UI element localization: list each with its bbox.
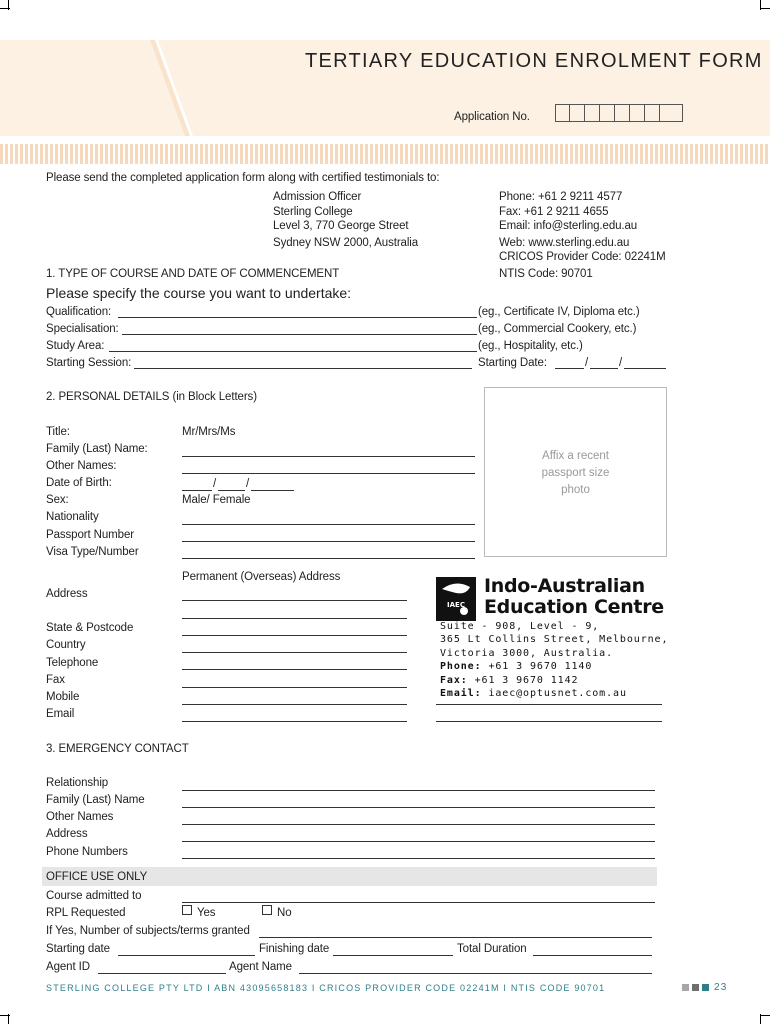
svg-text:IAEC: IAEC [447, 601, 465, 609]
title-label: Title: [46, 426, 70, 438]
office-starting-date-label: Starting date [46, 943, 110, 955]
telephone-input[interactable] [182, 669, 407, 670]
study-area-hint: (eg., Hospitality, etc.) [478, 340, 583, 352]
rpl-yes-label: Yes [197, 907, 216, 919]
visa-input[interactable] [182, 558, 475, 559]
starting-session-label: Starting Session: [46, 357, 132, 369]
agent-address-line: Suite - 908, Level - 9, [440, 621, 600, 632]
fax-input[interactable] [182, 687, 407, 688]
agent-address-line: 365 Lt Collins Street, Melbourne, [440, 634, 669, 645]
page-title: TERTIARY EDUCATION ENROLMENT FORM [305, 50, 763, 72]
starting-date-label: Starting Date: [478, 357, 547, 369]
footer-square-icon [682, 984, 689, 991]
emergency-family-name-label: Family (Last) Name [46, 794, 145, 806]
crop-mark [760, 8, 770, 9]
mobile-label: Mobile [46, 691, 80, 703]
specialisation-input[interactable] [122, 334, 477, 335]
contact-line: Email: info@sterling.edu.au [499, 220, 638, 232]
agent-phone-value: +61 3 9670 1140 [481, 661, 593, 672]
intro-text: Please send the completed application form along with certified testimonials to: [46, 172, 440, 184]
starting-date-year-input[interactable] [624, 368, 666, 369]
address-input-1[interactable] [182, 600, 407, 601]
email-input[interactable] [182, 721, 407, 722]
section2-heading: 2. PERSONAL DETAILS (in Block Letters) [46, 391, 257, 403]
agent-phone [440, 660, 592, 674]
address-line: Level 3, 770 George Street [273, 220, 409, 232]
application-no-label: Application No. [454, 111, 530, 123]
qualification-input[interactable] [118, 317, 477, 318]
agent-name-input[interactable] [299, 973, 652, 974]
agent-phone-label: Phone: [440, 661, 482, 672]
course-admitted-label: Course admitted to [46, 890, 142, 902]
contact-line: Fax: +61 2 9211 4655 [499, 206, 609, 218]
photo-text-line: passport size [541, 467, 610, 479]
specialisation-hint: (eg., Commercial Cookery, etc.) [478, 323, 637, 335]
address-input-2[interactable] [182, 618, 407, 619]
agent-email-value: iaec@optusnet.com.au [481, 688, 627, 699]
footer-text: STERLING COLLEGE PTY LTD I ABN 43095658183 I CRICOS PROVIDER CODE 02241M I NTIS CODE 90701 [46, 983, 606, 993]
date-separator: / [246, 478, 250, 490]
agent-email-label: Email: [440, 688, 482, 699]
date-separator: / [619, 357, 623, 369]
passport-photo-box[interactable] [484, 387, 667, 557]
emergency-other-names-label: Other Names [46, 811, 114, 823]
qualification-hint: (eg., Certificate IV, Diploma etc.) [478, 306, 640, 318]
photo-text-line: Affix a recent [542, 450, 609, 462]
other-names-label: Other Names: [46, 460, 117, 472]
subjects-granted-label: If Yes, Number of subjects/terms granted [46, 925, 250, 937]
section1-heading: 1. TYPE OF COURSE AND DATE OF COMMENCEMENT [46, 268, 340, 280]
visa-label: Visa Type/Number [46, 546, 139, 558]
emergency-family-name-input[interactable] [182, 807, 655, 808]
passport-input[interactable] [182, 541, 475, 542]
family-name-label: Family (Last) Name: [46, 443, 148, 455]
emergency-phone-input[interactable] [182, 858, 655, 859]
agent-address-line: Victoria 3000, Australia. [440, 648, 614, 659]
agent-line-1[interactable] [436, 704, 662, 705]
contact-line: Phone: +61 2 9211 4577 [499, 191, 623, 203]
footer-square-icon [692, 984, 699, 991]
emergency-phone-label: Phone Numbers [46, 846, 128, 858]
sex-options[interactable]: Male/ Female [182, 494, 251, 506]
starting-date-day-input[interactable] [555, 368, 584, 369]
country-label: Country [46, 639, 86, 651]
page-number: 23 [714, 982, 728, 993]
total-duration-input[interactable] [533, 955, 652, 956]
office-use-heading: OFFICE USE ONLY [46, 871, 148, 883]
relationship-input[interactable] [182, 790, 655, 791]
section3-heading: 3. EMERGENCY CONTACT [46, 743, 189, 755]
agent-name-line2: Education Centre [484, 596, 664, 618]
section1-subheading: Please specify the course you want to undertake: [46, 285, 352, 301]
passport-label: Passport Number [46, 529, 134, 541]
photo-instructions [485, 448, 666, 499]
agent-name-label: Agent Name [229, 961, 292, 973]
dob-day-input[interactable] [182, 490, 212, 491]
agent-fax-value: +61 3 9670 1142 [467, 675, 579, 686]
dob-month-input[interactable] [218, 490, 245, 491]
finishing-date-input[interactable] [333, 955, 453, 956]
mobile-input[interactable] [182, 704, 407, 705]
rpl-label: RPL Requested [46, 907, 126, 919]
telephone-label: Telephone [46, 657, 99, 669]
qualification-label: Qualification: [46, 306, 112, 318]
contact-line: Web: www.sterling.edu.au [499, 237, 630, 249]
agent-fax [440, 674, 578, 688]
starting-date-month-input[interactable] [590, 368, 618, 369]
relationship-label: Relationship [46, 777, 109, 789]
emergency-address-input[interactable] [182, 841, 655, 842]
finishing-date-label: Finishing date [259, 943, 330, 955]
agent-email [440, 687, 627, 701]
dob-label: Date of Birth: [46, 477, 112, 489]
crop-mark [760, 1015, 770, 1016]
country-input[interactable] [182, 652, 407, 653]
title-options[interactable]: Mr/Mrs/Ms [182, 426, 236, 438]
agent-id-label: Agent ID [46, 961, 90, 973]
email-label: Email [46, 708, 75, 720]
starting-session-input[interactable] [134, 368, 472, 369]
address-line: Sydney NSW 2000, Australia [273, 237, 419, 249]
state-input[interactable] [182, 635, 407, 636]
iaec-logo [436, 577, 476, 621]
course-admitted-input[interactable] [182, 902, 655, 903]
nationality-label: Nationality [46, 511, 99, 523]
family-name-input[interactable] [182, 456, 475, 457]
emergency-other-names-input[interactable] [182, 824, 655, 825]
office-starting-date-input[interactable] [118, 955, 255, 956]
crop-mark [0, 1015, 10, 1016]
date-separator: / [213, 478, 217, 490]
agent-name-line1: Indo-Australian [484, 575, 645, 597]
contact-line: NTIS Code: 90701 [499, 268, 593, 280]
address-line: Sterling College [273, 206, 353, 218]
fax-label: Fax [46, 674, 65, 686]
permanent-address-label: Permanent (Overseas) Address [182, 571, 341, 583]
dob-year-input[interactable] [251, 490, 294, 491]
study-area-label: Study Area: [46, 340, 105, 352]
date-separator: / [585, 357, 589, 369]
crop-mark [0, 8, 10, 9]
decorative-stripes [0, 144, 770, 164]
emergency-address-label: Address [46, 828, 88, 840]
agent-id-input[interactable] [98, 973, 226, 974]
state-label: State & Postcode [46, 622, 134, 634]
address-line: Admission Officer [273, 191, 362, 203]
subjects-granted-input[interactable] [259, 937, 652, 938]
contact-line: CRICOS Provider Code: 02241M [499, 251, 666, 263]
agent-line-2[interactable] [436, 721, 662, 722]
footer-square-icon [702, 984, 709, 991]
total-duration-label: Total Duration [457, 943, 527, 955]
nationality-input[interactable] [182, 524, 475, 525]
photo-text-line: photo [561, 484, 590, 496]
rpl-yes-checkbox[interactable] [182, 905, 192, 915]
agent-fax-label: Fax: [440, 675, 468, 686]
rpl-no-label: No [277, 907, 292, 919]
specialisation-label: Specialisation: [46, 323, 119, 335]
address-label: Address [46, 588, 88, 600]
sex-label: Sex: [46, 494, 69, 506]
study-area-input[interactable] [109, 351, 477, 352]
rpl-no-checkbox[interactable] [262, 905, 272, 915]
other-names-input[interactable] [182, 473, 475, 474]
